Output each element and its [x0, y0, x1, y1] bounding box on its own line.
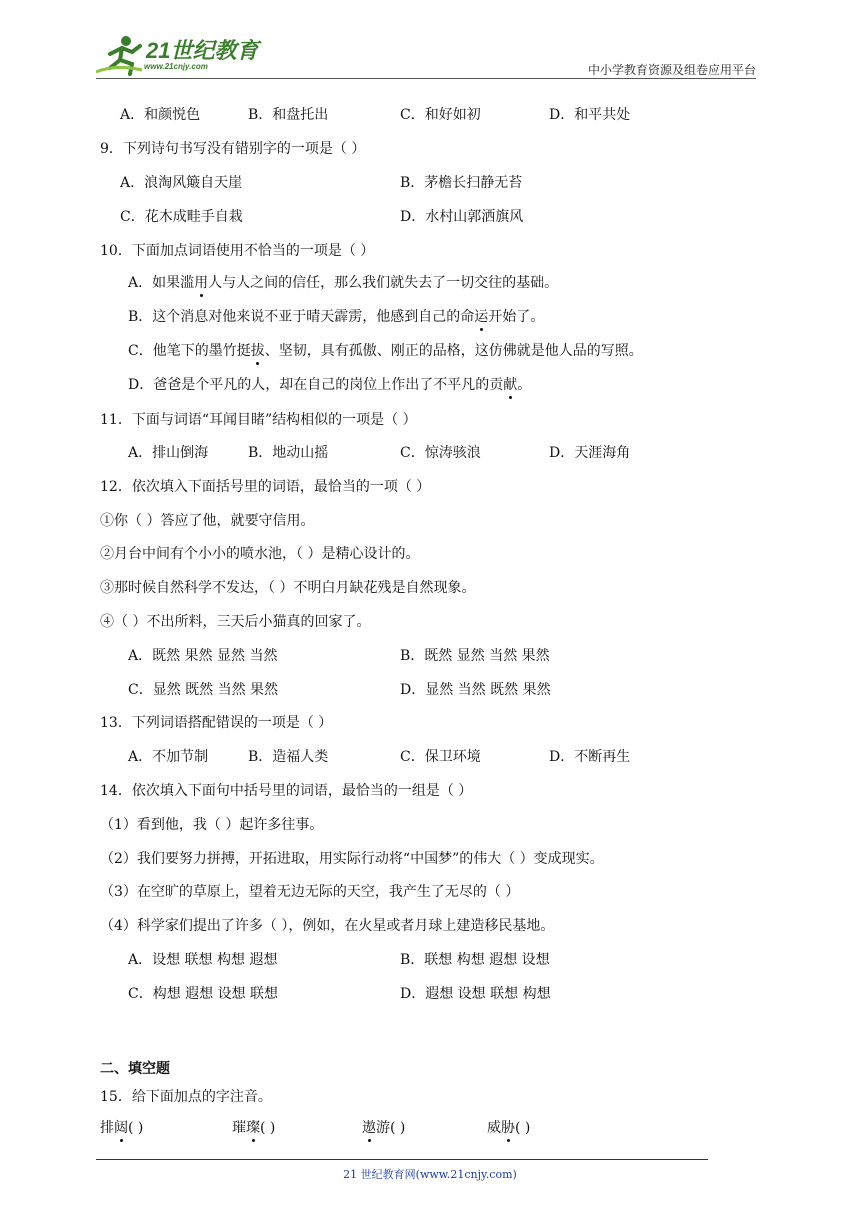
logo-url: www.21cnjy.com [144, 62, 208, 71]
q13-stem: 13．下列词语搭配错误的一项是（ ） [100, 715, 333, 731]
q11-option-b: B．地动山摇 [248, 445, 329, 461]
q15-item-1: 排闼( ) [100, 1120, 144, 1136]
q12-stem: 12．依次填入下面括号里的词语，最恰当的一项（ ） [100, 479, 431, 495]
section-title: 二、填空题 [100, 1061, 170, 1077]
footer-link[interactable]: 21 世纪教育网(www.21cnjy.com) [343, 1168, 517, 1181]
q12-sentence-1: ①你（ ）答应了他，就要守信用。 [100, 513, 315, 529]
q12-sentence-2: ②月台中间有个小小的喷水池，（ ）是精心设计的。 [100, 546, 420, 562]
q10-b-dotted: 运 [474, 309, 489, 325]
q14-option-c: C．构想 遐想 设想 联想 [128, 986, 279, 1002]
q11-option-a: A．排山倒海 [128, 445, 209, 461]
q14-sentence-1: （1）看到他，我（ ）起许多往事。 [100, 817, 324, 833]
q8-option-a: A．和颜悦色 [120, 107, 201, 123]
page-header [96, 30, 756, 78]
q11-option-d: D．天涯海角 [549, 445, 631, 461]
q14-sentence-4: （4）科学家们提出了许多（ ），例如，在火星或者月球上建造移民基地。 [100, 918, 555, 934]
q9-option-c: C．花木成畦手自栽 [120, 209, 243, 225]
q12-option-d: D．显然 当然 既然 果然 [400, 682, 551, 698]
q10-a-dotted: 用 [194, 275, 209, 291]
q14-sentence-2: （2）我们要努力拼搏，开拓进取，用实际行动将“中国梦”的伟大（ ）变成现实。 [100, 851, 604, 867]
q11-option-c: C．惊涛骇浪 [400, 445, 481, 461]
q10-c-dotted: 拔 [250, 343, 265, 359]
q15-stem: 15．给下面加点的字注音。 [100, 1089, 272, 1105]
q10-d-dotted: 献 [503, 377, 518, 393]
q12-sentence-3: ③那时候自然科学不发达，（ ）不明白月缺花残是自然现象。 [100, 580, 476, 596]
q12-sentence-4: ④（ ）不出所料，三天后小猫真的回家了。 [100, 614, 371, 630]
q13-option-b: B．造福人类 [248, 749, 329, 765]
q10-option-b: B．这个消息对他来说不亚于晴天霹雳，他感到自己的命运开始了。 [128, 309, 545, 325]
q15-item-3: 遨游( ) [362, 1120, 406, 1136]
q12-option-b: B．既然 显然 当然 果然 [400, 648, 550, 664]
q14-option-b: B．联想 构想 遐想 设想 [400, 952, 550, 968]
q14-option-d: D．遐想 设想 联想 构想 [400, 986, 551, 1002]
q12-option-a: A．既然 果然 显然 当然 [128, 648, 278, 664]
q8-option-b: B．和盘托出 [248, 107, 329, 123]
q15-item-2: 璀璨( ) [232, 1120, 276, 1136]
q12-option-c: C．显然 既然 当然 果然 [128, 682, 279, 698]
q9-option-b: B．茅檐长扫静无苔 [400, 175, 523, 191]
q9-option-d: D．水村山郭洒旗风 [400, 209, 524, 225]
q10-option-d: D．爸爸是个平凡的人，却在自己的岗位上作出了不平凡的贡献。 [128, 377, 532, 393]
q11-stem: 11．下面与词语“耳闻目睹”结构相似的一项是（ ） [100, 412, 417, 428]
q10-option-a: A．如果滥用人与人之间的信任，那么我们就失去了一切交往的基础。 [128, 275, 559, 291]
q14-sentence-3: （3）在空旷的草原上，望着无边无际的天空，我产生了无尽的（ ） [100, 884, 520, 900]
q13-option-c: C．保卫环境 [400, 749, 481, 765]
q13-option-d: D．不断再生 [549, 749, 631, 765]
q8-option-d: D．和平共处 [549, 107, 631, 123]
q13-option-a: A．不加节制 [128, 749, 209, 765]
q14-stem: 14．依次填入下面句中括号里的词语，最恰当的一组是（ ） [100, 783, 473, 799]
q10-option-c: C．他笔下的墨竹挺拔、坚韧，具有孤傲、刚正的品格，这仿佛就是他人品的写照。 [128, 343, 643, 359]
q8-option-c: C．和好如初 [400, 107, 481, 123]
q10-stem: 10．下面加点词语使用不恰当的一项是（ ） [100, 243, 375, 259]
footer-divider [96, 1159, 708, 1160]
header-divider [96, 78, 756, 79]
platform-name: 中小学教育资源及组卷应用平台 [587, 63, 756, 77]
q9-option-a: A．浪淘风簸自天崖 [120, 175, 243, 191]
q9-stem: 9．下列诗句书写没有错别字的一项是（ ） [100, 141, 366, 157]
q15-item-4: 威胁( ) [487, 1120, 531, 1136]
q14-option-a: A．设想 联想 构想 遐想 [128, 952, 278, 968]
logo-text: 21世纪教育 [146, 38, 259, 63]
